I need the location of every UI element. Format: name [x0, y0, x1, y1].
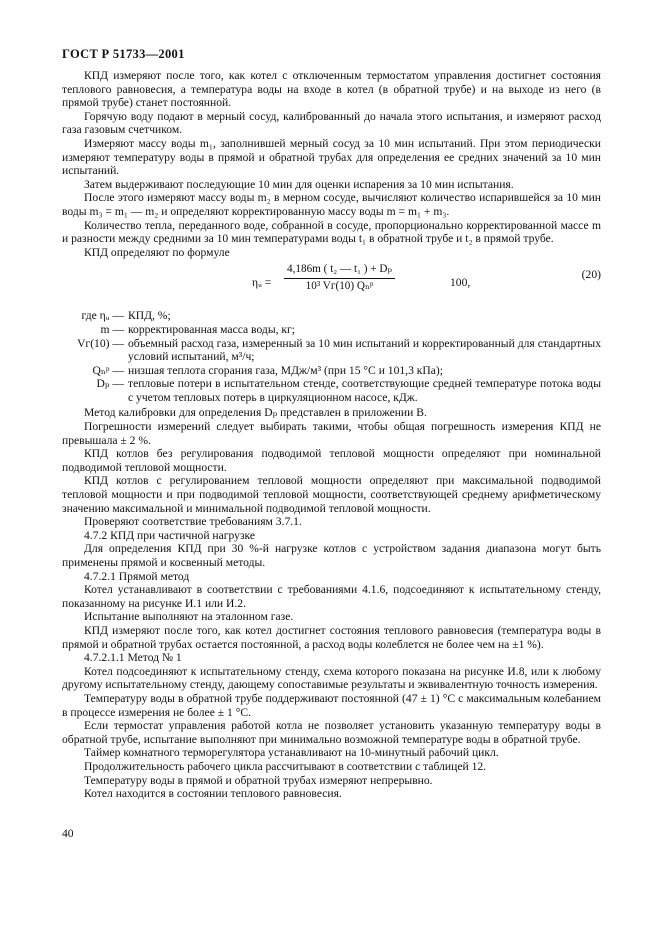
definition-text: тепловые потери в испытательном стенде, соответствующие средней температуре потока воды с учетом тепловых потерь в циркуляционном насосе, кДж.	[128, 377, 601, 404]
formula-tail: 100,	[450, 276, 471, 290]
paragraph: Котел устанавливают в соответствии с требованиями 4.1.6, подсоединяют к испытательному стенду, показанному на рисунке И.1 или И.2.	[62, 583, 601, 610]
section-heading: 4.7.2.1.1 Метод № 1	[84, 651, 182, 665]
definition-row	[62, 337, 601, 364]
paragraph: Горячую воду подают в мерный сосуд, калиброванный до начала этого испытания, и измеряют расход газа газовым счетчиком.	[62, 109, 601, 137]
paragraph: Для определения КПД при 30 %-й нагрузке котлов с устройством задания диапазона могут быть применены прямой и косвенный методы.	[62, 542, 601, 569]
paragraph: КПД измеряют после того, как котел с отключенным термостатом управления достигнет состояния теплового равновесия, а температура воды на входе в котел (в обратной трубе) и на выходе из него (в прямой трубе) станет постоянной.	[62, 69, 601, 110]
definition-text: КПД, %;	[128, 309, 171, 323]
formula-denominator: 10³ Vг(10) Qₙᵖ	[305, 279, 374, 292]
paragraph: КПД измеряют после того, как котел достигнет состояния теплового равновесия (температура воды в прямой и обратной трубах остается постоянной, а расход воды колеблется не более чем на ±1 %).	[62, 623, 601, 651]
page-number: 40	[62, 827, 74, 840]
paragraph: КПД котлов с регулированием тепловой мощности определяют при максимальной подводимой тепловой мощности и при подводимой тепловой мощности, соответствующей среднему арифметическому значению максимальной и минимальной подводимой тепловой мощности.	[62, 474, 601, 515]
symbol-definitions	[62, 309, 601, 404]
section-heading: 4.7.2 КПД при частичной нагрузке	[84, 528, 256, 542]
formula-fraction	[284, 263, 395, 293]
document-body	[62, 69, 601, 801]
formula-numerator: 4,186m ( t₂ — t₁ ) + Dₚ	[284, 263, 395, 279]
document-header: ГОСТ Р 51733—2001	[62, 47, 185, 61]
paragraph: Количество тепла, переданного воде, собранной в сосуде, пропорционально корректированной массе m и разности между средними за 10 мин температурами воды t₁ в обратной трубе и t₂ в прямой трубе.	[62, 218, 601, 246]
formula-lhs: ηᵤ =	[252, 276, 272, 290]
section-heading: 4.7.2.1 Прямой метод	[84, 569, 190, 583]
definition-row	[62, 377, 601, 404]
definition-text: объемный расход газа, измеренный за 10 мин испытаний и корректированный для стандартных условий испытаний, м³/ч;	[128, 336, 601, 364]
paragraph: Проверяют соответствие требованиям 3.7.1.	[84, 515, 302, 529]
paragraph: Котел находится в состоянии теплового равновесия.	[84, 787, 342, 801]
efficiency-formula	[62, 263, 601, 303]
paragraph: Продолжительность рабочего цикла рассчитывают в соответствии с таблицей 12.	[84, 759, 487, 773]
paragraph: Таймер комнатного терморегулятора устанавливают на 10-минутный рабочий цикл.	[84, 746, 499, 760]
paragraph: Погрешности измерений следует выбирать такими, чтобы общая погрешность измерения КПД не превышала ± 2 %.	[62, 420, 601, 447]
definition-row	[62, 323, 601, 337]
paragraph: Испытание выполняют на эталонном газе.	[84, 610, 294, 624]
formula-number: (20)	[581, 268, 601, 282]
definition-symbol: m —	[100, 322, 124, 336]
definition-symbol: Qₙᵖ —	[92, 363, 124, 377]
definition-text: корректированная масса воды, кг;	[128, 322, 296, 336]
paragraph: После этого измеряют массу воды m₂ в мерном сосуде, вычисляют количество испарившейся за 10 мин воды m₃ = m₁ — m₂ и определяют корректированную массу воды m = m₁ + m₃.	[62, 191, 601, 218]
paragraph: Температуру воды в прямой и обратной трубах измеряют непрерывно.	[84, 773, 433, 787]
definition-row	[62, 364, 601, 378]
definition-text: низшая теплота сгорания газа, МДж/м³ (при 15 °С и 101,3 кПа);	[128, 363, 444, 377]
paragraph: КПД определяют по формуле	[84, 245, 230, 259]
paragraph: Метод калибровки для определения Dₚ представлен в приложении В.	[84, 406, 427, 420]
paragraph: Затем выдерживают последующие 10 мин для оценки испарения за 10 мин испытания.	[84, 177, 514, 191]
definition-symbol: Vг(10) —	[77, 336, 124, 350]
definition-symbol: где ηᵤ —	[81, 309, 124, 323]
paragraph: Котел подсоединяют к испытательному стенду, схема которого показана на рисунке И.8, или к любому другому испытательному стенду, дающему сопоставимые результаты и эквивалентную точность измерения.	[62, 664, 601, 692]
paragraph: Если термостат управления работой котла не позволяет установить указанную температуру воды в обратной трубе, испытание выполняют при минимально возможной температуре воды в обратной трубе.	[62, 719, 601, 746]
definition-row	[62, 309, 601, 323]
definition-symbol: Dₚ —	[96, 377, 124, 391]
paragraph: Измеряют массу воды m₁, заполнившей мерный сосуд за 10 мин испытаний. При этом периодически измеряют температуру воды в прямой и обратной трубах для определения ее средних значений за 10 мин испытаний.	[62, 136, 601, 178]
paragraph: Температуру воды в обратной трубе поддерживают постоянной (47 ± 1) °С с максимальным колебанием в процессе измерения не более ± 1 °С.	[62, 691, 601, 719]
paragraph: КПД котлов без регулирования подводимой тепловой мощности определяют при номинальной подводимой тепловой мощности.	[62, 447, 601, 474]
